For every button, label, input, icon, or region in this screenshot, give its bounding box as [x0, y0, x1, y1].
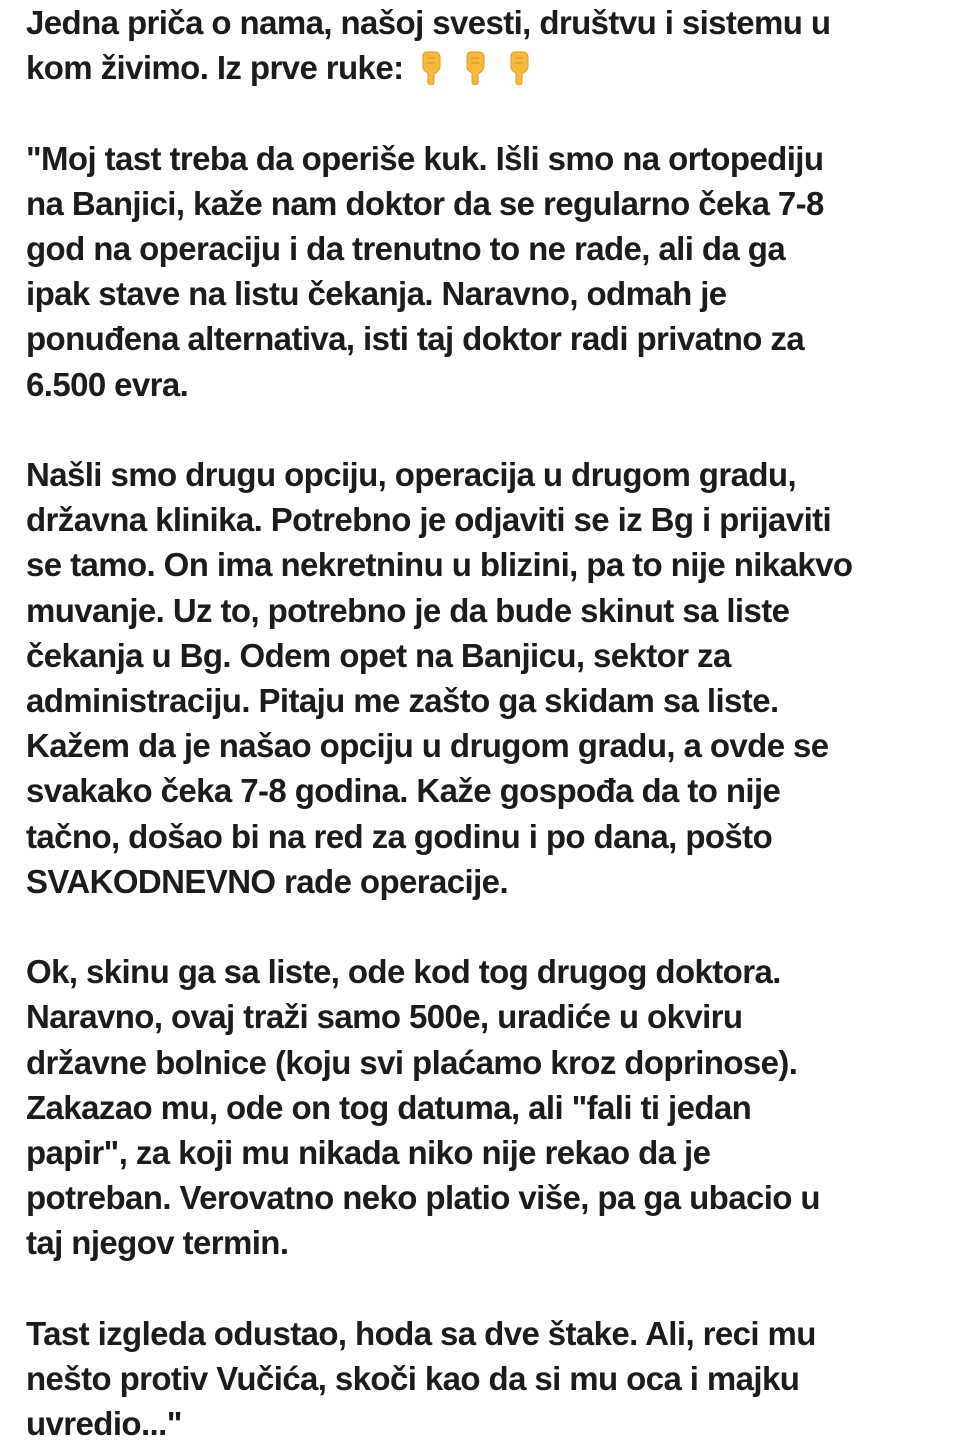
hand-pointing-down-icon: [417, 49, 447, 85]
paragraph-2-line: Našli smo drugu opciju, operacija u drugom gradu,: [26, 456, 797, 493]
hand-pointing-down-icon: [461, 49, 491, 85]
paragraph-2-line: se tamo. On ima nekretninu u blizini, pa to nije nikakvo: [26, 546, 853, 584]
paragraph-2-line: SVAKODNEVNO rade operacije.: [26, 862, 509, 900]
paragraph-3: [26, 949, 956, 1265]
paragraph-2-line: administraciju. Pitaju me zašto ga skidam sa liste.: [26, 682, 779, 720]
paragraph-2-line: muvanje. Uz to, potrebno je da bude skinut sa liste: [26, 591, 790, 629]
paragraph-3-line: Ok, skinu ga sa liste, ode kod tog drugog doktora.: [26, 953, 781, 991]
paragraph-4-line: uvredio...": [26, 1405, 182, 1443]
intro-line-2-text: kom živimo. Iz prve ruke:: [26, 49, 404, 87]
paragraph-1-line: "Moj tast treba da operiše kuk. Išli smo na ortopediju: [26, 139, 824, 177]
paragraph-2: [26, 452, 956, 904]
post-text: [26, 0, 956, 1446]
paragraph-2-line: Kažem da je našao opciju u drugom gradu, a ovde se: [26, 727, 829, 765]
paragraph-3-line: državne bolnice (koju svi plaćamo kroz doprinose).: [26, 1043, 798, 1081]
intro-line-2: [26, 45, 956, 90]
paragraph-2-line: čekanja u Bg. Odem opet na Banjicu, sektor za: [26, 636, 731, 674]
paragraph-4-line: nešto protiv Vučića, skoči kao da si mu oca i majku: [26, 1360, 800, 1398]
hand-pointing-down-icon: [505, 49, 535, 85]
intro-paragraph: [26, 0, 956, 90]
paragraph-4: [26, 1311, 956, 1446]
paragraph-1-line: na Banjici, kaže nam doktor da se regularno čeka 7-8: [26, 184, 824, 222]
paragraph-3-line: papir", za koji mu nikada niko nije rekao da je: [26, 1134, 711, 1172]
paragraph-1-line: 6.500 evra.: [26, 365, 189, 403]
paragraph-1: [26, 136, 956, 407]
intro-line-1: Jedna priča o nama, našoj svesti, društvu i sistemu u: [26, 4, 831, 41]
paragraph-3-line: taj njegov termin.: [26, 1224, 289, 1262]
paragraph-1-line: ponuđena alternativa, isti taj doktor radi privatno za: [26, 320, 805, 358]
paragraph-1-line: ipak stave na listu čekanja. Naravno, odmah je: [26, 275, 727, 313]
paragraph-2-line: tačno, došao bi na red za godinu i po dana, pošto: [26, 817, 773, 855]
paragraph-3-line: Naravno, ovaj traži samo 500e, uradiće u okviru: [26, 998, 743, 1036]
paragraph-3-line: Zakazao mu, ode on tog datuma, ali "fali ti jedan: [26, 1088, 752, 1126]
paragraph-1-line: god na operaciju i da trenutno to ne rade, ali da ga: [26, 230, 786, 267]
paragraph-3-line: potreban. Verovatno neko platio više, pa ga ubacio u: [26, 1179, 820, 1217]
paragraph-2-line: svakako čeka 7-8 godina. Kaže gospođa da to nije: [26, 772, 781, 810]
paragraph-4-line: Tast izgleda odustao, hoda sa dve štake. Ali, reci mu: [26, 1314, 816, 1352]
paragraph-2-line: državna klinika. Potrebno je odjaviti se iz Bg i prijaviti: [26, 501, 832, 539]
